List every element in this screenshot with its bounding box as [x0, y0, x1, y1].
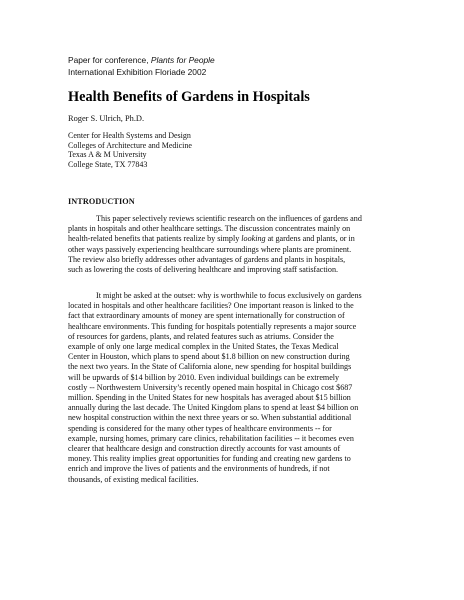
text-line: example of only one large medical complex in the United States, the Texas Medical: [68, 342, 339, 352]
paper-title: Health Benefits of Gardens in Hospitals: [68, 89, 310, 105]
text-line: enrich and improve the lives of patients and the environments of hundreds, if not: [68, 464, 330, 474]
text-line: example, nursing homes, primary care clinics, rehabilitation facilities -- it becomes even: [68, 433, 354, 443]
text-line: new hospital construction within the next three years or so. When substantial additional: [68, 413, 352, 423]
emphasis-word: looking: [241, 234, 266, 244]
text-line: spending is considered for the many other types of healthcare environments -- for: [68, 423, 332, 433]
text-line: It might be asked at the outset: why is worthwhile to focus exclusively on gardens: [96, 291, 362, 300]
text-line: money. This reality implies great opportunities for funding and creating new gardens to: [68, 454, 351, 464]
affiliation-line: Center for Health Systems and Design: [68, 131, 191, 140]
text-line: plants in hospitals and other healthcare settings. The discussion concentrates mainly on: [68, 224, 351, 234]
author-affiliation: [68, 131, 192, 169]
conference-prefix: Paper for conference,: [68, 55, 151, 65]
text-line: annually during the last decade. The United Kingdom plans to spend at least $4 billion on: [68, 403, 359, 413]
conference-name: Plants for People: [150, 55, 215, 65]
text-line: the next two years. In the State of California alone, new spending for hospital buildings: [68, 362, 352, 372]
text-line: This paper selectively reviews scientific research on the influences of gardens and: [96, 214, 362, 223]
text-fragment: at gardens and plants, or in: [265, 234, 355, 244]
author-name: Roger S. Ulrich, Ph.D.: [68, 114, 145, 123]
text-line: thousands, of existing medical facilities.: [68, 474, 199, 484]
text-line: fact that extraordinary amounts of money are spent internationally for construction of: [68, 311, 345, 321]
text-line: million. Spending in the United States for new hospitals has averaged about $15 billion: [68, 393, 351, 403]
affiliation-line: Colleges of Architecture and Medicine: [68, 140, 192, 150]
text-line: clearer that healthcare design and construction directly accounts for vast amounts of: [68, 444, 341, 454]
text-line: Center in Houston, which plans to spend about $1.8 billion on new construction during: [68, 352, 350, 362]
intro-paragraph-1: [68, 214, 408, 275]
text-line: of resources for gardens, plants, and related features such as atriums. Consider the: [68, 331, 334, 341]
text-line: located in hospitals and other healthcare facilities? One important reason is linked to the: [68, 301, 354, 311]
conference-line: [68, 55, 215, 67]
text-line: The review also briefly addresses other advantages of gardens and plants in hospitals,: [68, 254, 346, 264]
text-line: [68, 234, 408, 244]
text-line: such as lowering the costs of delivering healthcare and improving staff satisfaction.: [68, 265, 339, 275]
section-heading: INTRODUCTION: [68, 197, 135, 206]
conference-header: [68, 55, 215, 78]
text-line: will be upwards of $14 billion by 2010. Even individual buildings can be extremely: [68, 372, 340, 382]
exhibition-line: International Exhibition Floriade 2002: [68, 66, 207, 77]
affiliation-line: College State, TX 77843: [68, 159, 148, 169]
text-fragment: health-related benefits that patients realize by simply: [68, 234, 242, 244]
text-line: healthcare environments. This funding for hospitals potentially represents a major source: [68, 321, 357, 331]
affiliation-line: Texas A & M University: [68, 150, 147, 159]
text-line: costly -- Northwestern University’s recently opened main hospital in Chicago cost $687: [68, 382, 353, 392]
intro-paragraph-2: [68, 291, 408, 485]
text-line: other ways passively experiencing healthcare surroundings where plants are prominent.: [68, 244, 352, 254]
